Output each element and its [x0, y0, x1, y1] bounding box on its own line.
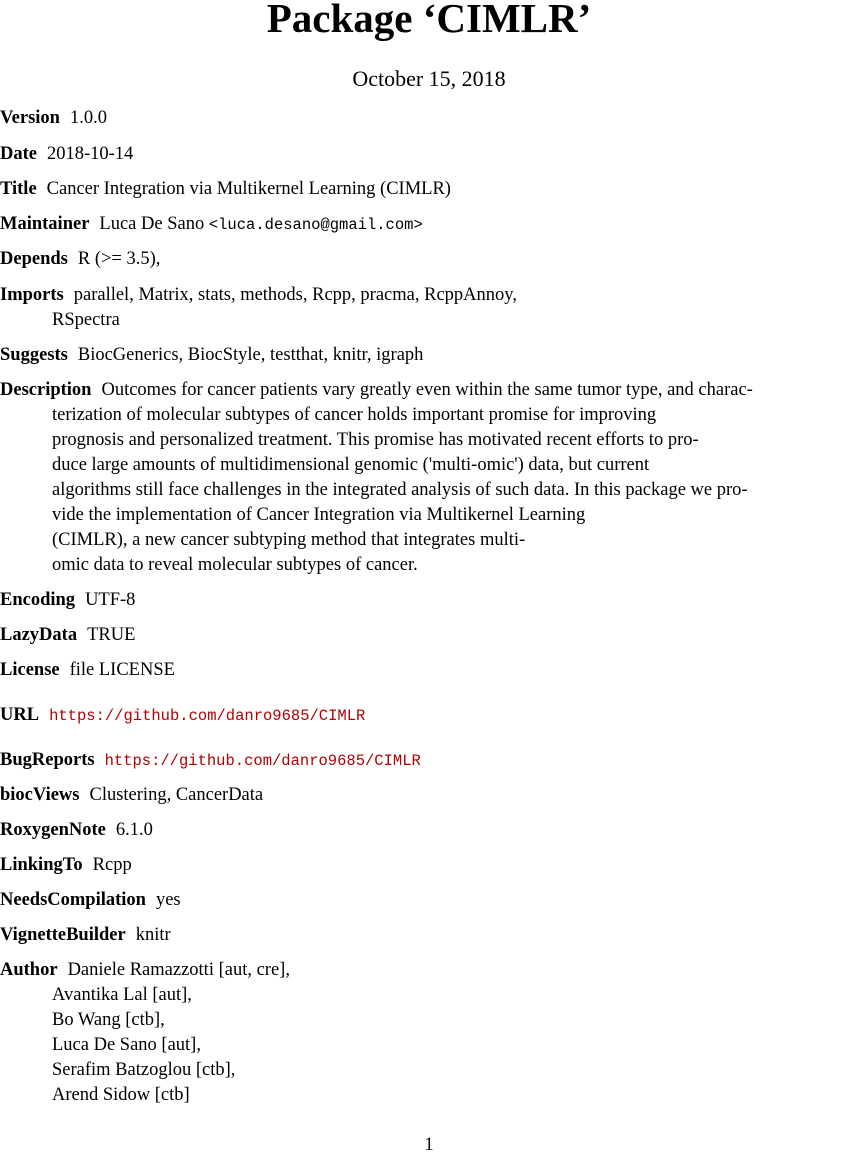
field-title — [0, 177, 451, 202]
field-value-line: parallel, Matrix, stats, methods, Rcpp, pracma, RcppAnnoy, — [73, 285, 517, 305]
field-date — [0, 142, 133, 167]
author-line: Arend Sidow [ctb] — [52, 1085, 190, 1105]
field-key: Encoding — [0, 590, 76, 610]
field-lazydata — [0, 623, 135, 648]
field-key: Depends — [0, 249, 68, 269]
field-key: Suggests — [0, 345, 68, 365]
field-value: file LICENSE — [69, 660, 175, 680]
field-value: Clustering, CancerData — [89, 785, 264, 805]
field-value: 2018-10-14 — [46, 144, 134, 164]
description-line: omic data to reveal molecular subtypes of cancer. — [52, 555, 418, 575]
author-line: Serafim Batzoglou [ctb], — [52, 1060, 236, 1080]
field-linkingto — [0, 853, 132, 878]
field-key: License — [0, 660, 60, 680]
field-biocviews — [0, 783, 263, 808]
field-value: TRUE — [87, 625, 136, 645]
field-depends — [0, 247, 160, 272]
field-value: 1.0.0 — [69, 108, 107, 128]
field-bugreports — [0, 748, 421, 774]
field-key: Author — [0, 960, 58, 980]
field-author — [0, 958, 290, 983]
description-line: duce large amounts of multidimensional genomic ('multi-omic') data, but current — [52, 455, 650, 475]
field-suggests — [0, 343, 423, 368]
field-value: Luca De Sano — [99, 214, 205, 234]
field-description — [0, 378, 753, 403]
field-value: R (>= 3.5), — [77, 249, 161, 269]
field-key: URL — [0, 705, 40, 725]
field-value: Rcpp — [92, 855, 132, 875]
field-key: NeedsCompilation — [0, 890, 146, 910]
description-line: (CIMLR), a new cancer subtyping method that integrates multi- — [52, 530, 526, 550]
field-key: Version — [0, 108, 60, 128]
description-line: terization of molecular subtypes of cancer holds important promise for improving — [52, 405, 657, 425]
field-key: LinkingTo — [0, 855, 83, 875]
field-license — [0, 658, 175, 683]
description-line: prognosis and personalized treatment. This promise has motivated recent efforts to pro- — [52, 430, 699, 450]
package-title: Package ‘CIMLR’ — [266, 0, 592, 41]
author-line: Avantika Lal [aut], — [52, 985, 192, 1005]
field-key: biocViews — [0, 785, 80, 805]
release-date: October 15, 2018 — [352, 66, 506, 91]
field-key: Description — [0, 380, 92, 400]
author-line: Daniele Ramazzotti [aut, cre], — [67, 960, 290, 980]
field-value: BiocGenerics, BiocStyle, testthat, knitr, igraph — [77, 345, 424, 365]
field-key: VignetteBuilder — [0, 925, 126, 945]
description-line: Outcomes for cancer patients vary greatly even within the same tumor type, and charac- — [101, 380, 753, 400]
bugreports-link[interactable]: https://github.com/danro9685/CIMLR — [104, 752, 421, 770]
field-key: Maintainer — [0, 214, 90, 234]
field-value: yes — [155, 890, 181, 910]
field-roxygennote — [0, 818, 153, 843]
field-url — [0, 703, 365, 729]
field-version — [0, 106, 107, 131]
maintainer-email[interactable]: <luca.desano@gmail.com> — [208, 216, 423, 234]
field-value: knitr — [135, 925, 171, 945]
field-imports — [0, 283, 517, 308]
author-line: Bo Wang [ctb], — [52, 1010, 165, 1030]
field-needscompilation — [0, 888, 181, 913]
field-value: 6.1.0 — [115, 820, 153, 840]
author-line: Luca De Sano [aut], — [52, 1035, 201, 1055]
field-key: LazyData — [0, 625, 78, 645]
field-key: Imports — [0, 285, 64, 305]
field-value-line: RSpectra — [52, 310, 120, 330]
description-line: algorithms still face challenges in the integrated analysis of such data. In this package we pro- — [52, 480, 748, 500]
page-number: 1 — [424, 1135, 434, 1155]
field-key: Date — [0, 144, 37, 164]
field-value: Cancer Integration via Multikernel Learning (CIMLR) — [46, 179, 451, 199]
field-key: RoxygenNote — [0, 820, 106, 840]
url-link[interactable]: https://github.com/danro9685/CIMLR — [49, 707, 366, 725]
field-value: UTF-8 — [85, 590, 136, 610]
field-maintainer — [0, 212, 423, 238]
description-line: vide the implementation of Cancer Integration via Multikernel Learning — [52, 505, 586, 525]
field-key: BugReports — [0, 750, 95, 770]
field-vignettebuilder — [0, 923, 171, 948]
field-key: Title — [0, 179, 37, 199]
field-encoding — [0, 588, 135, 613]
